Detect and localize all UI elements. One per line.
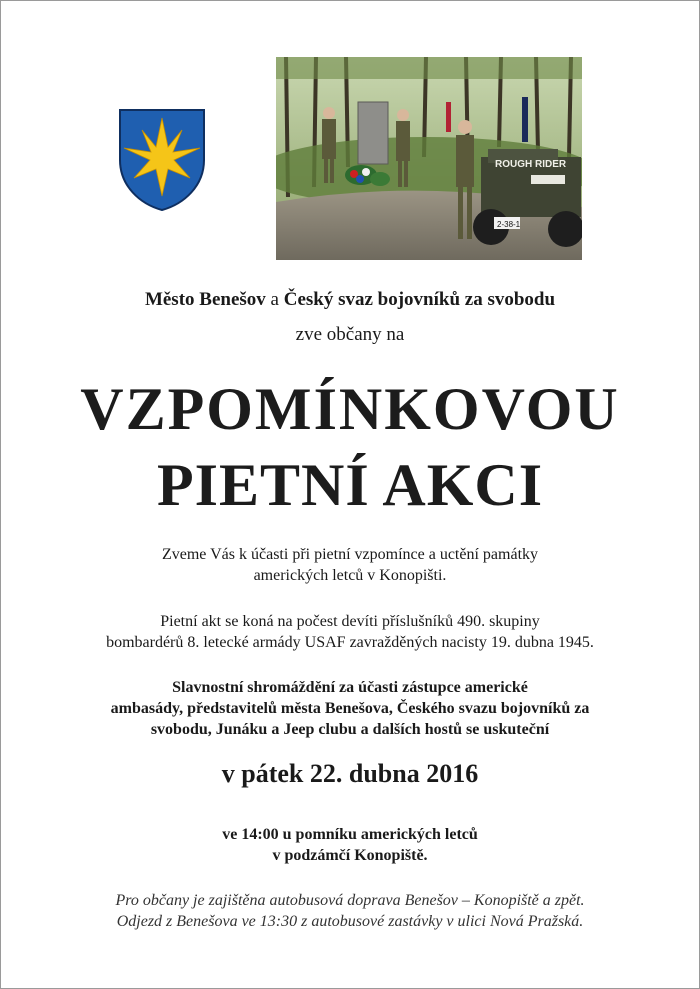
paragraph-purpose: [0, 611, 700, 653]
paragraph-purpose-line-1: Pietní akt se koná na počest devíti příslušníků 490. skupiny: [160, 613, 540, 630]
paragraph-ceremony-line-2: ambasády, představitelů města Benešova, Českého svazu bojovníků za: [110, 700, 590, 717]
jeep-plate-text: 2-38-1: [497, 220, 521, 229]
benesov-coat-of-arms-icon: [118, 108, 206, 212]
invite-line: zve občany na: [295, 324, 405, 345]
event-place-line-1: ve 14:00 u pomníku amerických letců: [222, 826, 478, 843]
organizer-city: Město Benešov: [144, 289, 266, 310]
headline-line-2: PIETNÍ AKCI: [156, 452, 544, 518]
paragraph-ceremony: [0, 677, 700, 740]
event-place-line-2: v podzámčí Konopiště.: [272, 847, 428, 864]
memorial-photo-illustration: [276, 57, 582, 260]
memorial-photo: [276, 57, 582, 260]
paragraph-invitation-line-1: Zveme Vás k účasti při pietní vzpomínce a uctění památky: [161, 546, 539, 563]
event-date: v pátek 22. dubna 2016: [221, 759, 479, 788]
headline-line-1: VZPOMÍNKOVOU: [80, 376, 620, 442]
bus-transport-line-1: Pro občany je zajištěna autobusová doprava Benešov – Konopiště a zpět.: [115, 892, 585, 909]
event-place: [0, 824, 700, 866]
bus-transport-line-2: Odjezd z Benešova ve 13:30 z autobusové zastávky v ulici Nová Pražská.: [116, 913, 584, 930]
paragraph-purpose-line-2: bombardérů 8. letecké armády USAF zavražděných nacisty 19. dubna 1945.: [106, 634, 594, 651]
organizers-line: [0, 289, 700, 311]
organizer-conjunction: a: [270, 289, 279, 310]
paragraph-ceremony-line-1: Slavnostní shromáždění za účasti zástupce americké: [172, 679, 528, 696]
paragraph-ceremony-line-3: svobodu, Junáku a Jeep clubu a dalších hostů se uskuteční: [150, 721, 550, 738]
paragraph-invitation-line-2: amerických letců v Konopišti.: [253, 567, 447, 584]
jeep-hood-text: ROUGH RIDER: [495, 159, 567, 170]
bus-transport-note: [0, 890, 700, 932]
paragraph-invitation: [0, 544, 700, 586]
organizer-union: Český svaz bojovníků za svobodu: [283, 289, 556, 310]
